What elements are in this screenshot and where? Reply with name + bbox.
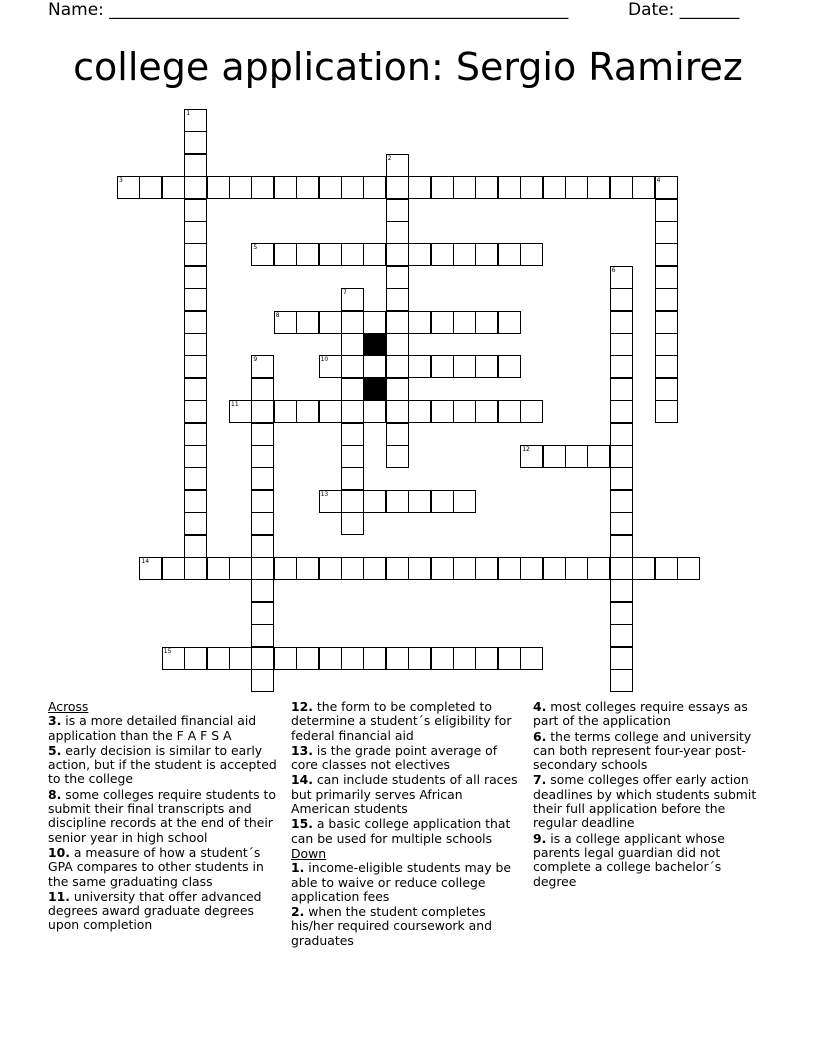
blocked-cell [363,333,386,356]
grid-cell[interactable] [565,557,588,580]
clue-text: some colleges require students to submit their final transcripts and discipline records at the end of their senior year in high school [48,786,276,845]
grid-cell[interactable] [408,400,431,423]
grid-cell[interactable] [363,647,386,670]
grid-cell[interactable] [363,400,386,423]
clue-label: 12. [291,699,313,714]
grid-cell[interactable] [251,602,274,625]
clue-label: 1. [291,860,305,876]
grid-cell[interactable] [498,355,521,378]
grid-cell[interactable] [162,647,185,670]
grid-cell[interactable] [184,423,207,446]
clue-item [291,817,523,846]
clue-number: 3 [119,177,123,185]
grid-cell[interactable] [184,378,207,401]
grid-cell[interactable] [274,311,297,334]
grid-cell[interactable] [162,557,185,580]
grid-cell[interactable] [655,243,678,266]
name-field-label: Name: ______________________________________________________ [48,0,569,20]
grid-cell[interactable] [543,557,566,580]
grid-cell[interactable] [251,647,274,670]
grid-cell[interactable] [319,490,342,513]
clue-label: 13. [291,742,313,758]
grid-cell[interactable] [475,557,498,580]
grid-cell[interactable] [610,355,633,378]
clue-number: 14 [141,558,150,565]
grid-cell[interactable] [363,355,386,378]
clue-item [291,861,523,904]
grid-cell[interactable] [610,579,633,602]
clue-text: income-eligible students may be able to waive or reduce college application fees [291,860,512,904]
grid-cell[interactable] [610,512,633,535]
grid-cell[interactable] [184,109,207,132]
grid-cell[interactable] [610,669,633,692]
grid-cell[interactable] [251,400,274,423]
grid-cell[interactable] [251,445,274,468]
grid-cell[interactable] [431,557,454,580]
grid-cell[interactable] [610,467,633,490]
grid-cell[interactable] [475,400,498,423]
grid-cell[interactable] [296,311,319,334]
grid-cell[interactable] [296,647,319,670]
grid-cell[interactable] [386,266,409,289]
clue-label: 7. [533,772,547,788]
grid-cell[interactable] [251,490,274,513]
grid-cell[interactable] [610,647,633,670]
clue-number: 12 [522,446,530,453]
clue-label: 15. [291,816,313,832]
grid-cell[interactable] [655,355,678,378]
clue-number: 1 [186,110,191,117]
grid-cell[interactable] [565,176,588,199]
grid-cell[interactable] [386,221,409,244]
clue-text: most colleges require essays as part of the application [533,699,748,729]
grid-cell[interactable] [184,512,207,535]
clue-item [533,832,765,889]
clue-number: 4 [656,177,661,185]
grid-cell[interactable] [655,311,678,334]
clue-item [48,846,280,889]
grid-cell[interactable] [184,288,207,311]
grid-cell[interactable] [431,355,454,378]
grid-cell[interactable] [655,288,678,311]
clue-label: 5. [48,742,62,758]
grid-cell[interactable] [251,669,274,692]
grid-cell[interactable] [363,557,386,580]
clue-item [291,773,523,816]
grid-cell[interactable] [610,557,633,580]
grid-cell[interactable] [655,221,678,244]
grid-cell[interactable] [408,557,431,580]
grid-cell[interactable] [184,467,207,490]
grid-cell[interactable] [319,176,342,199]
clue-number: 13 [320,490,329,498]
clue-item [291,905,523,948]
grid-cell[interactable] [363,311,386,334]
grid-cell[interactable] [229,557,252,580]
clue-text: is a more detailed financial aid application than the F A F S A [48,713,257,743]
grid-cell[interactable] [610,602,633,625]
grid-cell[interactable] [386,423,409,446]
grid-cell[interactable] [341,176,364,199]
grid-cell[interactable] [610,445,633,468]
grid-cell[interactable] [341,355,364,378]
grid-cell[interactable] [207,176,230,199]
grid-cell[interactable] [251,378,274,401]
grid-cell[interactable] [386,378,409,401]
clue-text: can include students of all races but primarily serves African American students [291,772,518,817]
grid-cell[interactable] [184,490,207,513]
clue-text: when the student completes his/her required coursework and graduates [291,904,492,948]
clue-label: 2. [291,904,305,920]
grid-cell[interactable] [274,176,297,199]
clue-item [533,773,765,830]
grid-cell[interactable] [251,243,274,266]
grid-cell[interactable] [184,243,207,266]
grid-cell[interactable] [184,266,207,289]
clue-item [48,744,280,787]
grid-cell[interactable] [386,243,409,266]
clue-text: a measure of how a student´s GPA compares to other students in the same graduating class [48,844,264,889]
grid-cell[interactable] [475,176,498,199]
clue-number: 8 [275,311,280,319]
clue-column-1 [48,700,280,934]
grid-cell[interactable] [117,176,140,199]
grid-cell[interactable] [655,266,678,289]
clue-text: early decision is similar to early action, but if the student is accepted to the college [48,742,277,787]
clue-column-3 [533,700,765,890]
clue-label: 4. [533,699,547,714]
grid-cell[interactable] [319,355,342,378]
grid-cell[interactable] [655,333,678,356]
grid-cell[interactable] [386,490,409,513]
grid-cell[interactable] [498,647,521,670]
grid-cell[interactable] [632,557,655,580]
grid-cell[interactable] [475,311,498,334]
grid-cell[interactable] [139,557,162,580]
grid-cell[interactable] [341,512,364,535]
grid-cell[interactable] [229,647,252,670]
grid-cell[interactable] [453,490,476,513]
grid-cell[interactable] [543,176,566,199]
clue-item [48,714,280,743]
grid-cell[interactable] [431,647,454,670]
grid-cell[interactable] [610,266,633,289]
grid-cell[interactable] [363,490,386,513]
grid-cell[interactable] [341,490,364,513]
grid-cell[interactable] [655,400,678,423]
grid-cell[interactable] [386,647,409,670]
grid-cell[interactable] [386,176,409,199]
grid-cell[interactable] [520,243,543,266]
grid-cell[interactable] [251,557,274,580]
grid-cell[interactable] [341,311,364,334]
grid-cell[interactable] [184,176,207,199]
grid-cell[interactable] [431,176,454,199]
clue-number: 6 [611,266,616,274]
grid-cell[interactable] [453,647,476,670]
grid-cell[interactable] [386,400,409,423]
grid-cell[interactable] [341,423,364,446]
grid-cell[interactable] [610,624,633,647]
grid-cell[interactable] [655,557,678,580]
grid-cell[interactable] [184,333,207,356]
grid-cell[interactable] [431,490,454,513]
clue-item [48,890,280,933]
grid-cell[interactable] [184,557,207,580]
grid-cell[interactable] [431,400,454,423]
grid-cell[interactable] [251,624,274,647]
grid-cell[interactable] [162,176,185,199]
clue-label: 9. [533,830,547,846]
grid-cell[interactable] [184,355,207,378]
grid-cell[interactable] [319,243,342,266]
grid-cell[interactable] [610,311,633,334]
grid-cell[interactable] [184,131,207,154]
clue-text: is the grade point average of core classes not electives [291,742,498,773]
grid-cell[interactable] [184,400,207,423]
grid-cell[interactable] [408,647,431,670]
grid-cell[interactable] [296,557,319,580]
grid-cell[interactable] [520,176,543,199]
grid-cell[interactable] [655,378,678,401]
clue-item [533,700,765,729]
grid-cell[interactable] [610,400,633,423]
grid-cell[interactable] [453,355,476,378]
grid-cell[interactable] [296,243,319,266]
clue-item [48,788,280,845]
grid-cell[interactable] [251,176,274,199]
clue-number: 7 [343,289,347,297]
grid-cell[interactable] [207,647,230,670]
grid-cell[interactable] [386,199,409,222]
clue-item [533,730,765,773]
grid-cell[interactable] [431,311,454,334]
clue-text: is a college applicant whose parents legal guardian did not complete a college bachelor´s degree [533,830,725,889]
grid-cell[interactable] [251,467,274,490]
grid-cell[interactable] [610,423,633,446]
grid-cell[interactable] [610,333,633,356]
grid-cell[interactable] [565,445,588,468]
grid-cell[interactable] [363,176,386,199]
grid-cell[interactable] [408,490,431,513]
grid-cell[interactable] [587,557,610,580]
grid-cell[interactable] [251,512,274,535]
grid-cell[interactable] [610,176,633,199]
grid-cell[interactable] [498,557,521,580]
clue-item [291,700,523,743]
grid-cell[interactable] [251,355,274,378]
grid-cell[interactable] [184,199,207,222]
grid-cell[interactable] [587,176,610,199]
grid-cell[interactable] [341,288,364,311]
clue-number: 9 [253,356,258,364]
grid-cell[interactable] [453,243,476,266]
clue-number: 5 [253,244,258,252]
grid-cell[interactable] [543,445,566,468]
grid-cell[interactable] [610,490,633,513]
grid-cell[interactable] [341,467,364,490]
down-title-heading: Down [291,845,327,861]
clue-label: 8. [48,786,62,802]
grid-cell[interactable] [408,311,431,334]
grid-cell[interactable] [453,176,476,199]
clue-label: 10. [48,844,70,860]
grid-cell[interactable] [139,176,162,199]
grid-cell[interactable] [475,243,498,266]
clue-text: the terms college and university can both represent four-year post-secondary schools [533,728,752,773]
grid-cell[interactable] [184,221,207,244]
grid-cell[interactable] [498,400,521,423]
grid-cell[interactable] [274,557,297,580]
grid-cell[interactable] [632,176,655,199]
grid-cell[interactable] [408,176,431,199]
grid-cell[interactable] [386,355,409,378]
grid-cell[interactable] [655,176,678,199]
grid-cell[interactable] [498,243,521,266]
grid-cell[interactable] [341,378,364,401]
grid-cell[interactable] [184,154,207,177]
grid-cell[interactable] [520,557,543,580]
clue-text: some colleges offer early action deadlines by which students submit their full application before the regular deadline [533,772,757,831]
grid-cell[interactable] [207,557,230,580]
grid-cell[interactable] [251,423,274,446]
grid-cell[interactable] [408,355,431,378]
grid-cell[interactable] [677,557,700,580]
grid-cell[interactable] [251,535,274,558]
grid-cell[interactable] [610,378,633,401]
grid-cell[interactable] [475,355,498,378]
grid-cell[interactable] [341,400,364,423]
grid-cell[interactable] [229,400,252,423]
grid-cell[interactable] [453,557,476,580]
grid-cell[interactable] [520,400,543,423]
grid-cell[interactable] [610,535,633,558]
grid-cell[interactable] [520,445,543,468]
clue-column-2 [291,700,523,949]
grid-cell[interactable] [386,288,409,311]
grid-cell[interactable] [386,445,409,468]
clue-text: the form to be completed to determine a student´s eligibility for federal financial aid [291,699,512,743]
grid-cell[interactable] [453,400,476,423]
grid-cell[interactable] [341,647,364,670]
clue-label: 14. [291,772,313,788]
grid-cell[interactable] [386,333,409,356]
grid-cell[interactable] [475,647,498,670]
grid-cell[interactable] [319,311,342,334]
blocked-cell [363,378,386,401]
grid-cell[interactable] [341,243,364,266]
clue-item [291,744,523,773]
grid-cell[interactable] [274,400,297,423]
grid-cell[interactable] [453,311,476,334]
grid-cell[interactable] [408,243,431,266]
grid-cell[interactable] [610,288,633,311]
clue-label: 11. [48,888,70,904]
grid-cell[interactable] [274,647,297,670]
grid-cell[interactable] [184,311,207,334]
date-field-label: Date: _______ [628,0,740,20]
grid-cell[interactable] [251,579,274,602]
grid-cell[interactable] [274,243,297,266]
grid-cell[interactable] [498,311,521,334]
grid-cell[interactable] [319,557,342,580]
grid-cell[interactable] [229,176,252,199]
grid-cell[interactable] [587,445,610,468]
grid-cell[interactable] [184,445,207,468]
grid-cell[interactable] [386,311,409,334]
grid-cell[interactable] [386,557,409,580]
grid-cell[interactable] [184,535,207,558]
grid-cell[interactable] [319,647,342,670]
grid-cell[interactable] [498,176,521,199]
grid-cell[interactable] [341,557,364,580]
grid-cell[interactable] [386,154,409,177]
clue-number: 2 [387,154,392,162]
clue-number: 10 [320,356,329,364]
page-title: college application: Sergio Ramirez [73,45,743,89]
grid-cell[interactable] [341,333,364,356]
grid-cell[interactable] [341,445,364,468]
clue-text: university that offer advanced degrees award graduate degrees upon completion [48,888,262,933]
clue-text: a basic college application that can be used for multiple schools [291,816,511,846]
clue-label: 6. [533,728,547,744]
grid-cell[interactable] [363,243,386,266]
grid-cell[interactable] [319,400,342,423]
grid-cell[interactable] [296,400,319,423]
grid-cell[interactable] [296,176,319,199]
grid-cell[interactable] [655,199,678,222]
clue-number: 15 [163,647,172,655]
grid-cell[interactable] [520,647,543,670]
grid-cell[interactable] [431,243,454,266]
clue-label: 3. [48,713,62,729]
across-title-heading: Across [48,699,89,714]
grid-cell[interactable] [184,647,207,670]
clue-number: 11 [231,401,239,409]
